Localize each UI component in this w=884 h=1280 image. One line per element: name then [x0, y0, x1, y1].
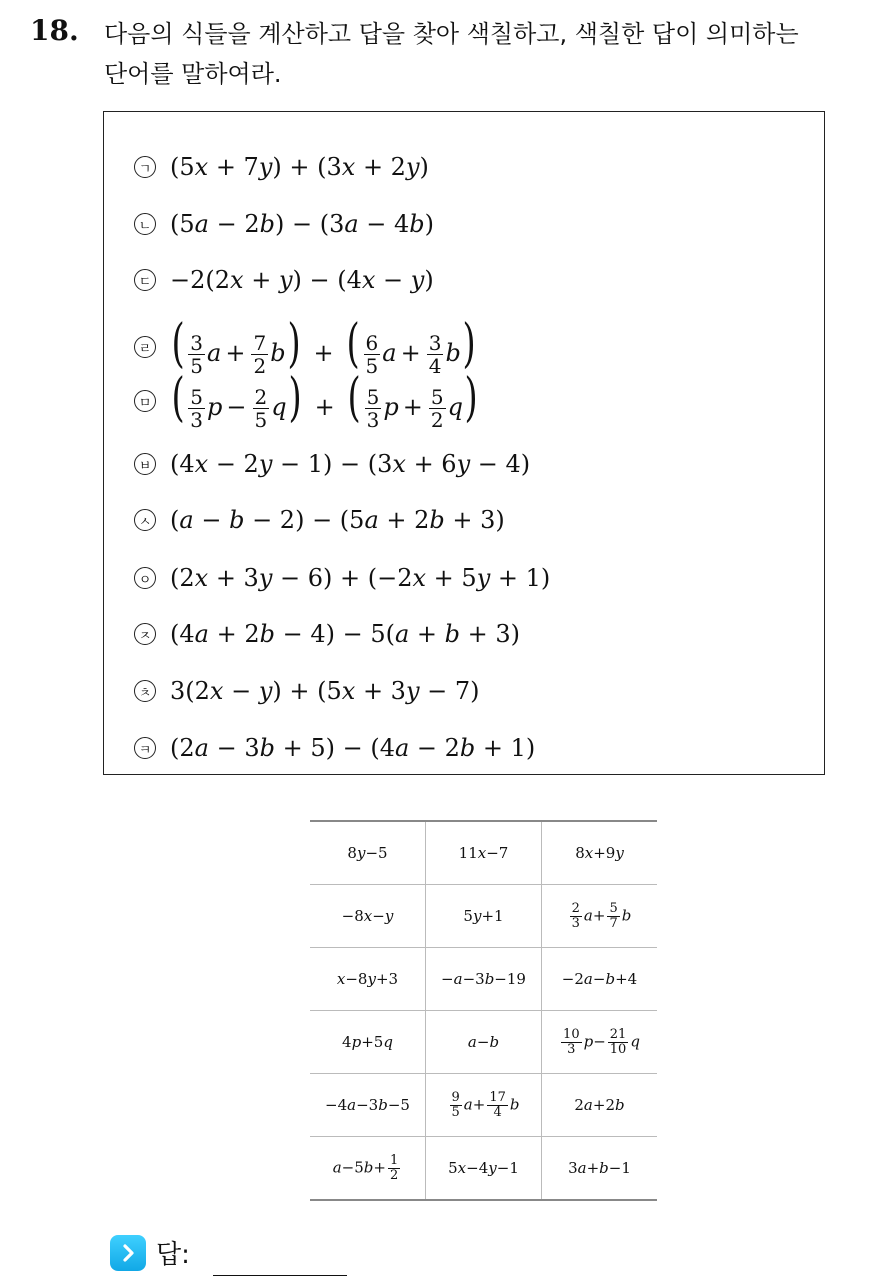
grid-cell[interactable]: 8y−5 — [310, 821, 426, 885]
item-expression: (4a + 2b − 4) − 5(a + b + 3) — [170, 620, 521, 648]
item-expression: −2(2x + y) − (4x − y) — [170, 266, 434, 294]
expression-box — [103, 111, 825, 775]
grid-cell[interactable]: $\frac{2}{3}$ a+ $\frac{5}{7}$ b — [542, 885, 658, 948]
item-expression: 3(2x − y) + (5x + 3y − 7) — [170, 677, 480, 705]
grid-cell[interactable]: 8x+9y — [542, 821, 658, 885]
expression-item — [134, 367, 479, 432]
expression-item — [134, 614, 520, 654]
item-expression: ( $\frac{3}{5}$ a + $\frac{7}{2}$ b) + ( $\frac{6}{5}$ a + $\frac{3}{4}$ b) — [171, 313, 476, 378]
grid-cell[interactable]: a−5b+ $\frac{1}{2}$ — [310, 1137, 426, 1201]
question-text — [104, 14, 874, 94]
item-marker: ㅈ — [134, 623, 156, 645]
grid-cell[interactable]: −a−3b−19 — [426, 948, 542, 1011]
item-expression: ( $\frac{5}{3}$ p − $\frac{2}{5}$ q) + ( $\frac{5}{3}$ p + $\frac{5}{2}$ q) — [171, 367, 478, 432]
item-marker: ㅅ — [134, 509, 156, 531]
grid-cell[interactable]: 4p+5q — [310, 1011, 426, 1074]
grid-cell[interactable]: a−b — [426, 1011, 542, 1074]
expression-item — [134, 728, 535, 768]
grid-cell[interactable]: 5x−4y−1 — [426, 1137, 542, 1201]
grid-cell[interactable]: −4a−3b−5 — [310, 1074, 426, 1137]
item-marker: ㅋ — [134, 737, 156, 759]
expression-item — [134, 444, 530, 484]
question-text-line1: 다음의 식들을 계산하고 답을 찾아 색칠하고, 색칠한 답이 의미하는 — [104, 20, 799, 48]
item-marker: ㅇ — [134, 567, 156, 589]
item-marker: ㄹ — [134, 336, 156, 358]
question-number: 18. — [30, 14, 79, 47]
grid-cell[interactable]: $\frac{9}{5}$ a+ $\frac{17}{4}$ b — [426, 1074, 542, 1137]
item-marker: ㅁ — [134, 390, 156, 412]
grid-cell[interactable]: 11x−7 — [426, 821, 542, 885]
answer-row — [110, 1234, 190, 1271]
expression-item — [134, 500, 505, 540]
grid-cell[interactable]: 2a+2b — [542, 1074, 658, 1137]
expression-item — [134, 558, 550, 598]
expression-item — [134, 671, 480, 711]
grid-cell[interactable]: 3a+b−1 — [542, 1137, 658, 1201]
item-expression: (a − b − 2) − (5a + 2b + 3) — [170, 506, 505, 534]
item-marker: ㅊ — [134, 680, 156, 702]
chevron-right-icon — [110, 1235, 146, 1271]
grid-cell[interactable]: $\frac{10}{3}$ p− $\frac{21}{10}$ q — [542, 1011, 658, 1074]
grid-cell[interactable]: 5y+1 — [426, 885, 542, 948]
item-marker: ㄷ — [134, 269, 156, 291]
item-marker: ㄱ — [134, 156, 156, 178]
expression-item — [134, 313, 477, 378]
item-expression: (2x + 3y − 6) + (−2x + 5y + 1) — [170, 564, 551, 592]
grid-cell[interactable]: −2a−b+4 — [542, 948, 658, 1011]
item-expression: (4x − 2y − 1) − (3x + 6y − 4) — [170, 450, 531, 478]
answer-blank-line[interactable] — [213, 1275, 347, 1276]
item-marker: ㅂ — [134, 453, 156, 475]
expression-item — [134, 260, 434, 300]
grid-cell[interactable]: −8x−y — [310, 885, 426, 948]
expression-item — [134, 204, 434, 244]
item-expression: (2a − 3b + 5) − (4a − 2b + 1) — [170, 734, 536, 762]
item-marker: ㄴ — [134, 213, 156, 235]
expression-item — [134, 147, 429, 187]
item-expression: (5a − 2b) − (3a − 4b) — [170, 210, 435, 238]
grid-cell[interactable]: x−8y+3 — [310, 948, 426, 1011]
question-text-line2: 단어를 말하여라. — [104, 60, 282, 88]
answer-label: 답: — [156, 1240, 190, 1270]
answer-grid — [310, 820, 657, 1201]
item-expression: (5x + 7y) + (3x + 2y) — [170, 153, 429, 181]
